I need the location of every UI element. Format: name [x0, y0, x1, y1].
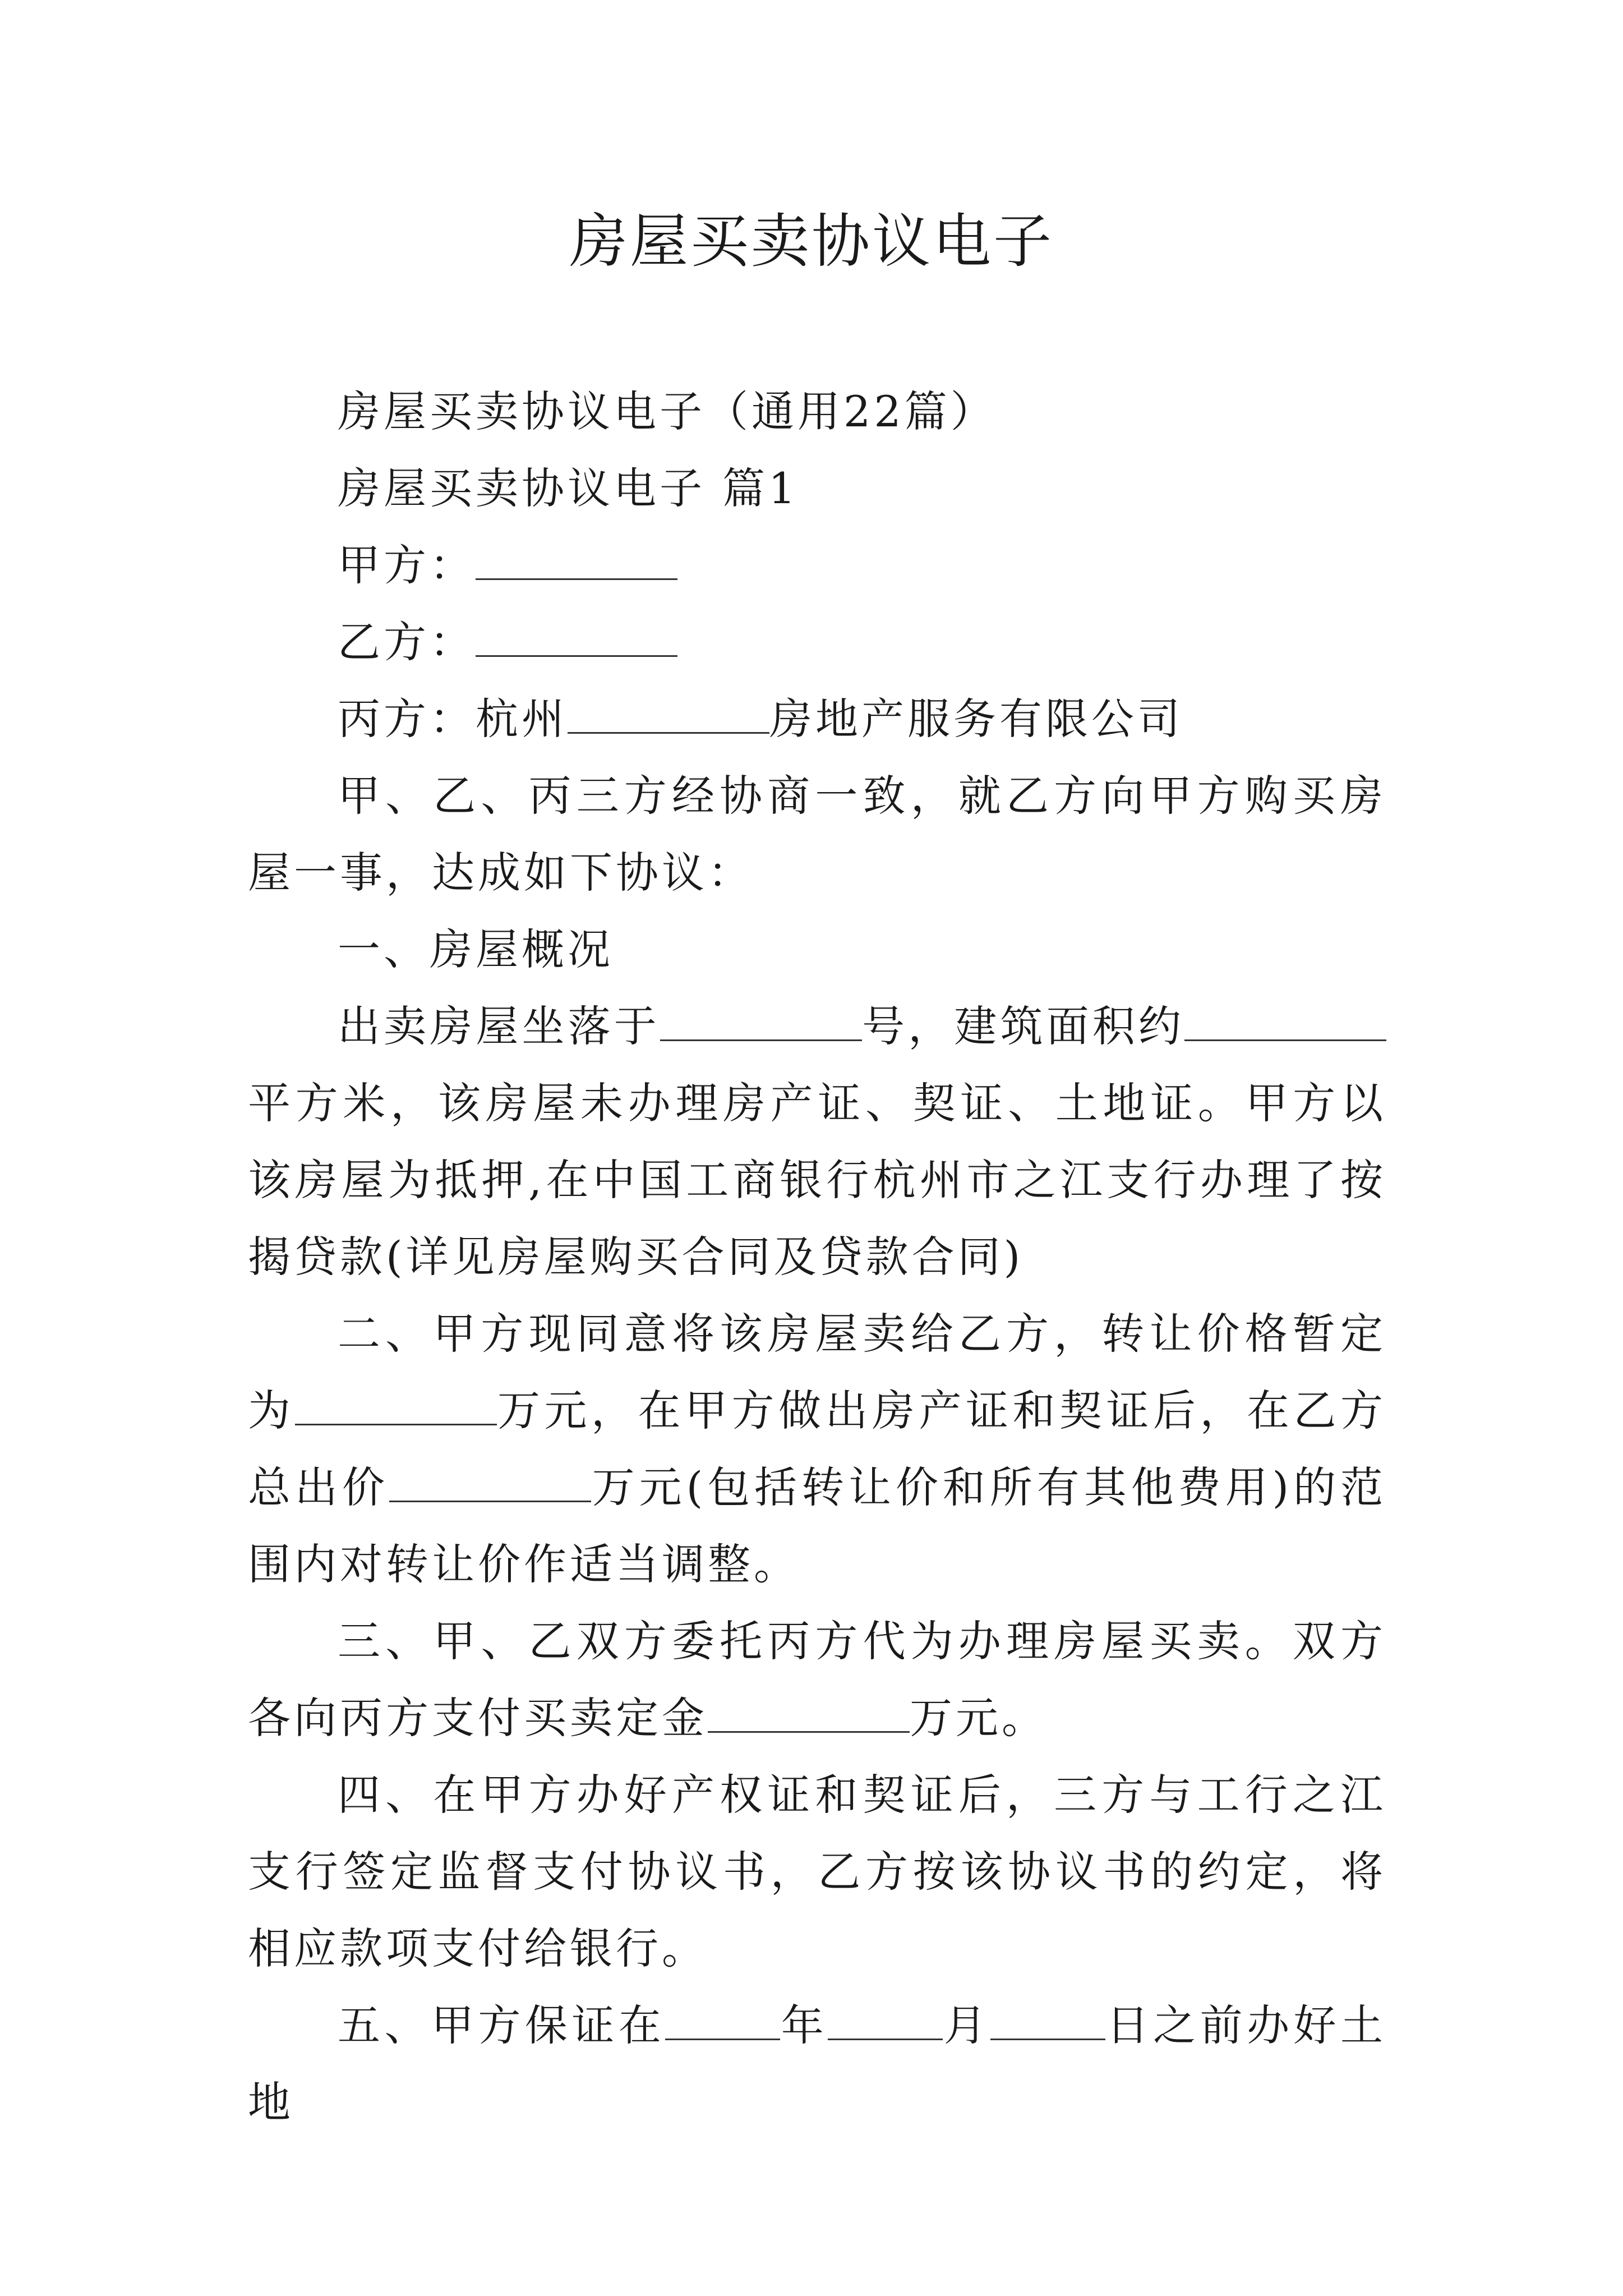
party-b-line — [248, 604, 1386, 680]
s1-text-3: 平方米，该房屋未办理房产证、契证、土地证。甲方以该房屋为抵押,在中国工商银行杭州市之江支行办理了按揭贷款(详见房屋购买合同及贷款合同) — [248, 1078, 1386, 1282]
document-body — [248, 373, 1386, 2141]
party-a-blank — [476, 538, 677, 580]
party-c-line — [248, 680, 1386, 757]
s3-text-2: 万元。 — [910, 1693, 1048, 1743]
document-title: 房屋买卖协议电子 — [569, 207, 1054, 275]
total-price-blank — [389, 1460, 591, 1502]
day-blank — [990, 1998, 1105, 2040]
section4-paragraph: 四、在甲方办好产权证和契证后，三方与工行之江支行签定监督支付协议书，乙方按该协议书的约定，将相应款项支付给银行。 — [248, 1770, 1386, 1973]
party-c-suffix: 房地产服务有限公司 — [769, 694, 1183, 744]
party-a-line — [248, 527, 1386, 604]
s1-text-1: 出卖房屋坐落于 — [338, 1001, 660, 1051]
s2-text-1: 二、甲方现同意将该房屋卖给乙方，转让价格暂定为 — [248, 1309, 1386, 1435]
month-blank — [828, 1998, 943, 2040]
s3-text-1: 三、甲、乙双方委托丙方代为办理房屋买卖。双方各向丙方支付买卖定金 — [248, 1616, 1386, 1743]
part-heading: 房屋买卖协议电子 篇1 — [338, 463, 799, 513]
price-blank — [295, 1383, 497, 1425]
year-blank — [665, 1998, 780, 2040]
s5-month: 月 — [943, 2000, 991, 2050]
area-blank — [1184, 999, 1386, 1041]
section2-paragraph — [248, 1295, 1386, 1603]
subtitle: 房屋买卖协议电子（通用22篇） — [338, 386, 997, 436]
deposit-blank — [708, 1691, 910, 1733]
intro-paragraph: 甲、乙、丙三方经协商一致，就乙方向甲方购买房屋一事，达成如下协议： — [248, 771, 1386, 898]
s5-year: 年 — [780, 2000, 828, 2050]
party-b-label: 乙方： — [338, 617, 476, 667]
s2-text-2: 万元，在甲方做出房产证和契证后，在乙方总出价 — [248, 1386, 1386, 1512]
party-a-label: 甲方： — [338, 540, 476, 590]
section3-paragraph — [248, 1603, 1386, 1756]
section1-paragraph — [248, 988, 1386, 1295]
party-b-blank — [476, 615, 677, 657]
s1-text-2: 号，建筑面积约 — [861, 1001, 1185, 1051]
party-c-label: 丙方：杭州 — [338, 694, 568, 744]
s5-day: 日之前办好土地 — [248, 2000, 1387, 2127]
section5-paragraph — [248, 1987, 1386, 2141]
s5-text-1: 五、甲方保证在 — [338, 2000, 666, 2050]
party-c-blank — [568, 692, 769, 734]
s2-text-3: 万元(包括转让价和所有其他费用)的范围内对转让价作适当调整。 — [248, 1462, 1386, 1589]
address-blank — [660, 999, 862, 1041]
section1-heading: 一、房屋概况 — [338, 924, 614, 974]
